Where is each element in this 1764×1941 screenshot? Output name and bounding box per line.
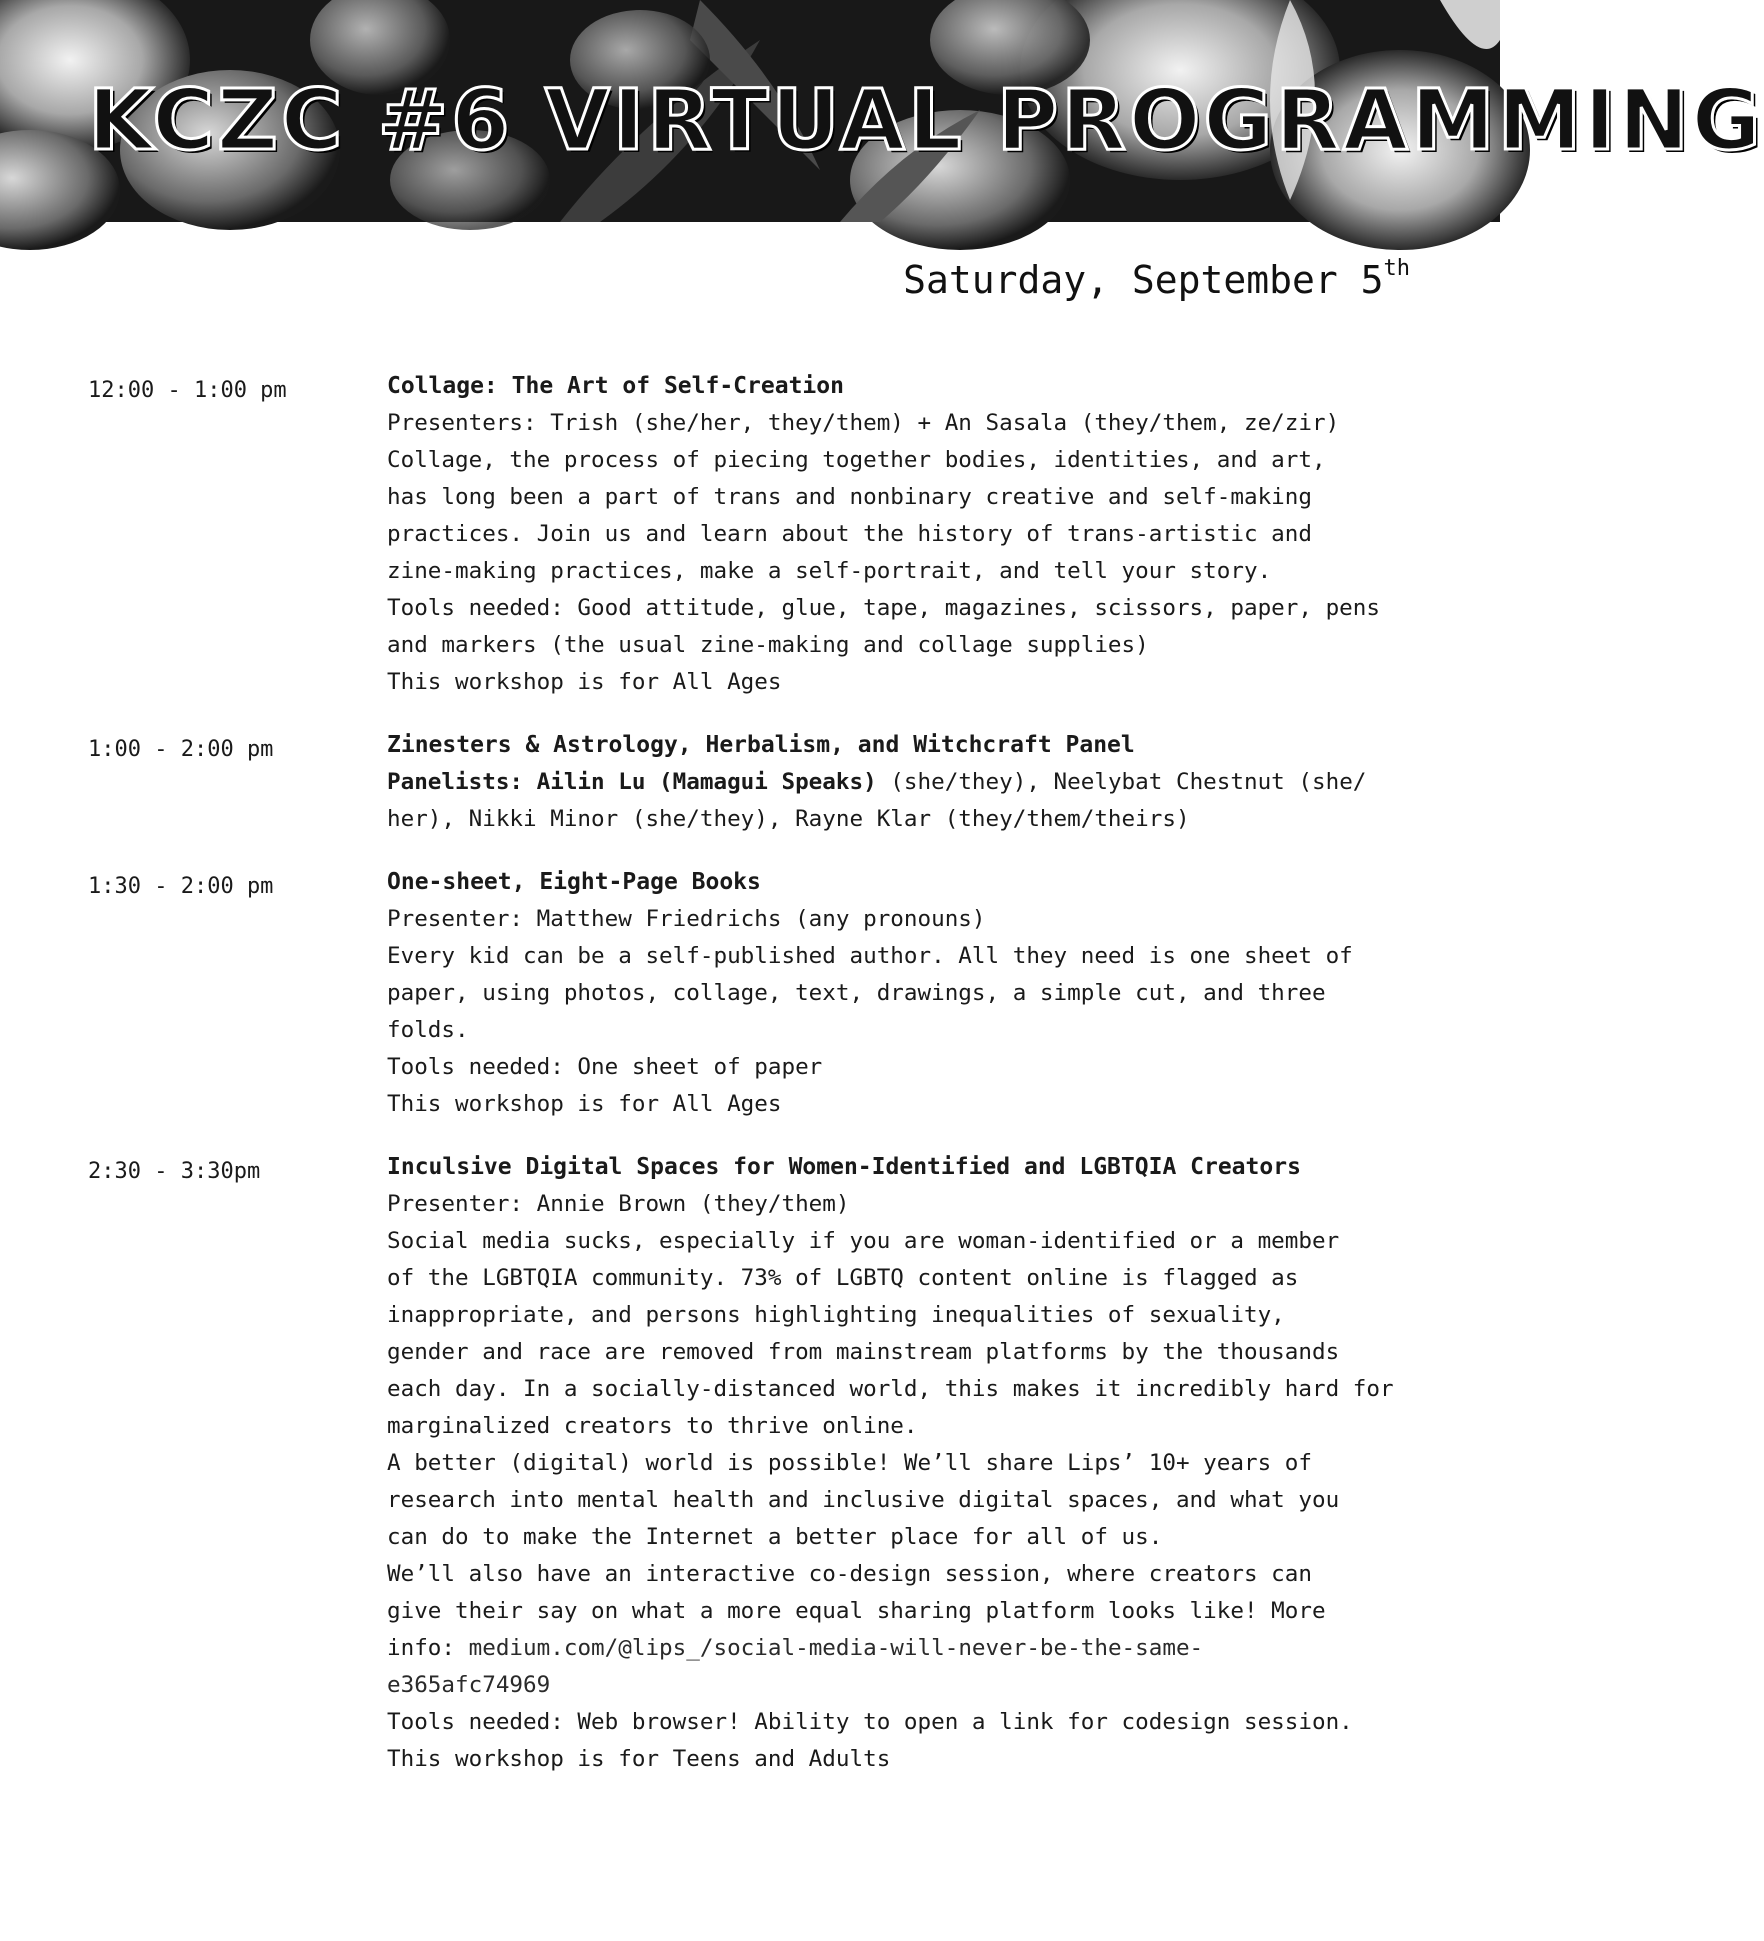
panelists-label: Panelists: Ailin Lu (Mamagui Speaks) bbox=[387, 769, 877, 795]
session-presenters: Presenters: Trish (she/her, they/them) + An Sasala (they/them, ze/zir) bbox=[387, 410, 1340, 436]
session-content bbox=[387, 1149, 1417, 1778]
session-description-line: folds. bbox=[387, 1017, 469, 1043]
session-description-line: zine-making practices, make a self-portrait, and tell your story. bbox=[387, 558, 1272, 584]
session-audience: This workshop is for All Ages bbox=[387, 669, 782, 695]
session-description-line: Collage, the process of piecing together bodies, identities, and art, bbox=[387, 447, 1326, 473]
session-title: Collage: The Art of Self-Creation bbox=[387, 373, 844, 399]
session-description-line: marginalized creators to thrive online. bbox=[387, 1413, 918, 1439]
info-label: info: bbox=[387, 1635, 469, 1661]
session-description-line: of the LGBTQIA community. 73% of LGBTQ content online is flagged as bbox=[387, 1265, 1299, 1291]
session-time: 1:00 - 2:00 pm bbox=[88, 737, 274, 762]
session-presenters: Presenter: Matthew Friedrichs (any pronouns) bbox=[387, 906, 986, 932]
session-description-line: research into mental health and inclusive digital spaces, and what you bbox=[387, 1487, 1340, 1513]
info-link[interactable]: medium.com/@lips_/social-media-will-never-be-the-same- bbox=[468, 1635, 1204, 1661]
session-tools-line: Tools needed: One sheet of paper bbox=[387, 1054, 823, 1080]
session-description-line: Every kid can be a self-published author. All they need is one sheet of bbox=[387, 943, 1353, 969]
session-title: Inculsive Digital Spaces for Women-Identified and LGBTQIA Creators bbox=[387, 1154, 1301, 1180]
session-description-line: A better (digital) world is possible! We’ll share Lips’ 10+ years of bbox=[387, 1450, 1312, 1476]
session-audience: This workshop is for Teens and Adults bbox=[387, 1746, 891, 1772]
session-panelists-line: her), Nikki Minor (she/they), Rayne Klar (they/them/theirs) bbox=[387, 806, 1190, 832]
session-tools-line: Tools needed: Good attitude, glue, tape, magazines, scissors, paper, pens bbox=[387, 595, 1380, 621]
session-description-line: Social media sucks, especially if you are woman-identified or a member bbox=[387, 1228, 1340, 1254]
session-content bbox=[387, 727, 1417, 838]
session-description-line: give their say on what a more equal sharing platform looks like! More bbox=[387, 1598, 1326, 1624]
session-time: 1:30 - 2:00 pm bbox=[88, 874, 274, 899]
session-title: Zinesters & Astrology, Herbalism, and Witchcraft Panel bbox=[387, 732, 1135, 758]
header-banner bbox=[0, 0, 1764, 222]
session-description-line: We’ll also have an interactive co-design session, where creators can bbox=[387, 1561, 1312, 1587]
session-content bbox=[387, 368, 1417, 701]
session-info-line bbox=[387, 1630, 1417, 1667]
schedule-session bbox=[0, 1149, 1500, 1778]
info-link-continued[interactable]: e365afc74969 bbox=[387, 1672, 551, 1698]
page-title: KCZC #6 VIRTUAL PROGRAMMING bbox=[88, 71, 1764, 169]
event-date-suffix: th bbox=[1383, 256, 1410, 282]
session-time: 2:30 - 3:30pm bbox=[88, 1159, 261, 1184]
session-description-line: each day. In a socially-distanced world, this makes it incredibly hard for bbox=[387, 1376, 1394, 1402]
session-audience: This workshop is for All Ages bbox=[387, 1091, 782, 1117]
schedule-session bbox=[0, 864, 1500, 1123]
session-description-line: inappropriate, and persons highlighting inequalities of sexuality, bbox=[387, 1302, 1285, 1328]
session-title: One-sheet, Eight-Page Books bbox=[387, 869, 761, 895]
session-description-line: practices. Join us and learn about the history of trans-artistic and bbox=[387, 521, 1312, 547]
event-date bbox=[903, 258, 1410, 302]
session-description-line: gender and race are removed from mainstream platforms by the thousands bbox=[387, 1339, 1340, 1365]
session-panelists bbox=[387, 764, 1417, 801]
session-time: 12:00 - 1:00 pm bbox=[88, 378, 287, 403]
session-description-line: can do to make the Internet a better place for all of us. bbox=[387, 1524, 1163, 1550]
schedule-session bbox=[0, 727, 1500, 838]
session-tools-line: Tools needed: Web browser! Ability to open a link for codesign session. bbox=[387, 1709, 1353, 1735]
panelists-rest: (she/they), Neelybat Chestnut (she/ bbox=[876, 769, 1367, 795]
session-description-line: paper, using photos, collage, text, drawings, a simple cut, and three bbox=[387, 980, 1326, 1006]
session-tools-line: and markers (the usual zine-making and collage supplies) bbox=[387, 632, 1149, 658]
session-presenters: Presenter: Annie Brown (they/them) bbox=[387, 1191, 850, 1217]
session-content bbox=[387, 864, 1417, 1123]
schedule-list bbox=[0, 368, 1500, 1804]
session-description-line: has long been a part of trans and nonbinary creative and self-making bbox=[387, 484, 1312, 510]
event-date-text: Saturday, September 5 bbox=[903, 258, 1384, 302]
schedule-session bbox=[0, 368, 1500, 701]
